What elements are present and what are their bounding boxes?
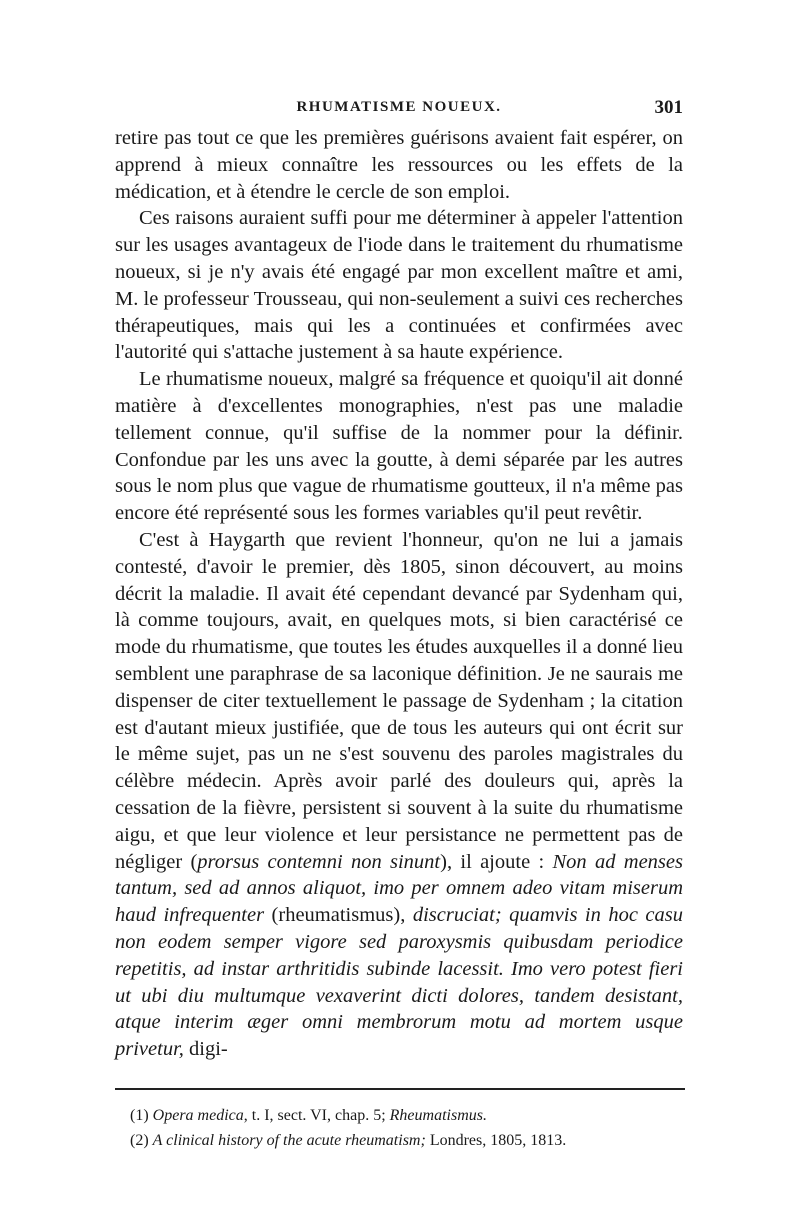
footnote-title: A clinical history of the acute rheumatism; <box>152 1132 426 1149</box>
footnote-marker: (1) <box>130 1107 153 1124</box>
paragraph-4-text: C'est à Haygarth que revient l'honneur, qu'on ne lui a jamais contesté, d'avoir le premier, dès 1805, sinon découvert, au moins décrit la maladie. Il avait été cependant devancé par Sydenham qui, là comme toujours, avait, en quelques mots, si bien caractérisé ce mode du rhumatisme, que toutes les études auxquelles il a donné lieu semblent une paraphrase de sa laconique définition. Je ne saurais me dispenser de citer textuellement le passage de Sydenham ; la citation est d'autant mieux justifiée, que de tous les auteurs qui ont écrit sur le même sujet, pas un ne s'est souvenu des paroles magistrales du célèbre médecin. Après avoir parlé des douleurs qui, après la cessation de la fièvre, persistent si souvent à la suite du rhumatisme aigu, et que leur violence et leur persistance ne permettent pas de négliger ( <box>115 528 683 873</box>
footnote-marker: (2) <box>130 1132 153 1149</box>
paragraph-4-text: (rheumatismus), <box>264 904 413 927</box>
footnote-title: Rheumatismus. <box>389 1107 487 1124</box>
latin-phrase: prorsus contemni non sinunt <box>197 850 441 873</box>
latin-quotation: Non ad menses tantum, sed ad annos aliquot, imo per omnem adeo vitam miserum haud infrequenter <box>115 850 683 927</box>
footnotes <box>130 1103 690 1153</box>
paragraph-4-text: digi- <box>183 1038 228 1061</box>
footnote-separator <box>115 1088 685 1090</box>
body-text <box>115 125 683 1063</box>
paragraph-4-text: ), il ajoute : <box>440 850 553 873</box>
footnote-title: Opera medica <box>152 1107 244 1124</box>
footnote-text: Londres, 1805, 1813. <box>425 1132 567 1149</box>
latin-quotation: discruciat; quamvis in hoc casu non eodem semper vigore sed paroxysmis quibusdam periodice repetitis, ad instar arthritidis subinde lacessit. Imo vero potest fieri ut ubi diu multumque vexaverint dicti dolores, tandem desistant, atque interim æger omni membrorum motu ad mortem usque privetur, <box>115 904 684 1061</box>
paragraph-4 <box>115 527 683 1063</box>
paragraph-1: retire pas tout ce que les premières guérisons avaient fait espérer, on apprend à mieux connaître les ressources ou les effets de la médication, et à étendre le cercle de son emploi. <box>115 127 683 203</box>
page-header <box>115 97 683 125</box>
footnote-text: , t. I, sect. VI, chap. 5; <box>243 1107 390 1124</box>
footnote-2 <box>130 1128 690 1153</box>
running-title: RHUMATISME NOUEUX. <box>296 99 502 115</box>
paragraph-2: Ces raisons auraient suffi pour me déterminer à appeler l'attention sur les usages avantageux de l'iode dans le traitement du rhumatisme noueux, si je n'y avais été engagé par mon excellent maître et ami, M. le professeur Trousseau, qui non-seulement a suivi ces recherches thérapeutiques, mais qui les a continuées et confirmées avec l'autorité qui s'attache justement à sa haute expérience. <box>115 207 683 364</box>
page-number: 301 <box>654 97 683 118</box>
paragraph-3: Le rhumatisme noueux, malgré sa fréquence et quoiqu'il ait donné matière à d'excellentes monographies, n'est pas une maladie tellement connue, qu'il suffise de la nommer pour la définir. Confondue par les uns avec la goutte, à demi séparée par les autres sous le nom plus que vague de rhumatisme goutteux, il n'a même pas encore été représenté sous les formes variables qu'il peut revêtir. <box>115 368 683 525</box>
footnote-1 <box>130 1103 690 1128</box>
